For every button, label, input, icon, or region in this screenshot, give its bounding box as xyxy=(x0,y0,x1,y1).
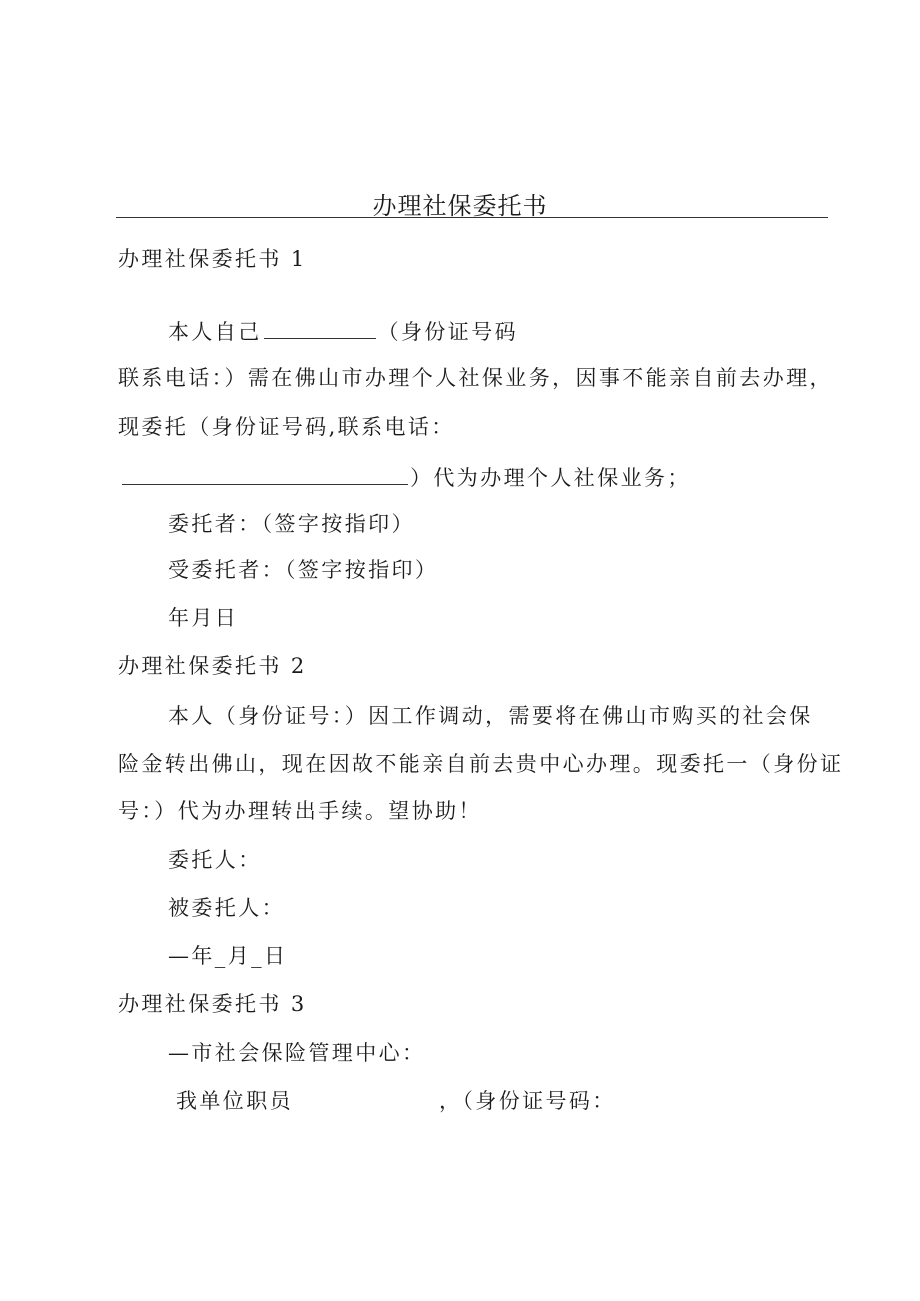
section-2-line-2: 险金转出佛山，现在因故不能亲自前去贵中心办理。现委托一（身份证 xyxy=(118,752,844,776)
section-2-line-1: 本人（身份证号：）因工作调动，需要将在佛山市购买的社会保 xyxy=(168,704,813,728)
section-3-line-1 xyxy=(176,1091,616,1112)
section-2-date: —年_月_日 xyxy=(168,944,288,968)
name-blank xyxy=(264,320,376,339)
section-1-line-1-start: 本人自己 xyxy=(168,320,262,344)
section-3-addressee: —市社会保险管理中心： xyxy=(168,1041,426,1065)
section-1-line-4-end: ）代为办理个人社保业务； xyxy=(410,466,691,490)
section-1-line-1-end: （身份证号码 xyxy=(377,320,519,344)
agent-info-blank xyxy=(122,466,408,485)
section-1-line-1 xyxy=(168,320,518,343)
section-1-line-4 xyxy=(118,466,691,489)
section-3-line-1-start: 我单位职员 xyxy=(176,1089,293,1113)
section-2-line-3: 号：）代为办理转出手续。望协助！ xyxy=(118,799,482,823)
section-1-date: 年月日 xyxy=(168,606,239,630)
section-1-agent-signature: 受委托者：（签字按指印） xyxy=(168,558,439,582)
section-3-line-1-end: ，（身份证号码： xyxy=(439,1089,616,1113)
document-title: 办理社保委托书 xyxy=(372,192,548,220)
section-2-agent: 被委托人： xyxy=(168,896,285,920)
section-1-heading: 办理社保委托书 1 xyxy=(118,247,307,271)
section-2-principal: 委托人： xyxy=(168,848,262,872)
title-divider xyxy=(116,217,828,218)
section-3-heading: 办理社保委托书 3 xyxy=(118,992,307,1016)
section-1-line-2: 联系电话：）需在佛山市办理个人社保业务，因事不能亲自前去办理， xyxy=(118,366,833,390)
section-2-heading: 办理社保委托书 2 xyxy=(118,654,307,678)
section-1-line-3: 现委托（身份证号码,联系电话： xyxy=(118,415,455,439)
section-1-principal-signature: 委托者：（签字按指印） xyxy=(168,512,415,536)
